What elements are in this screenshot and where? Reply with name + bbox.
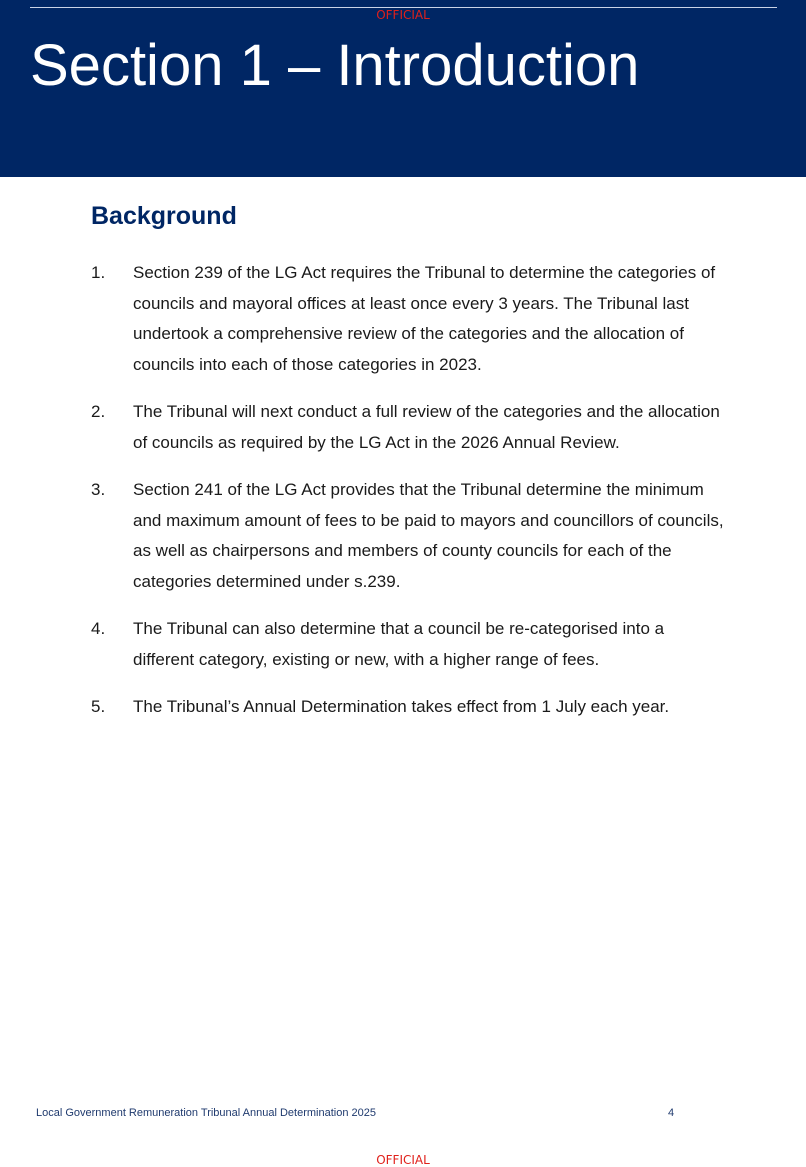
paragraph-number: 4.: [91, 619, 106, 638]
paragraph-number: 5.: [91, 697, 106, 716]
paragraph-number: 3.: [91, 480, 106, 499]
list-item: [91, 692, 726, 723]
paragraph-text: Section 239 of the LG Act requires the Tribunal to determine the categories of councils and mayoral offices at least once every 3 years. The Tribunal last undertook a comprehensive review of the categories and the allocation of councils into each of those categories in 2023.: [133, 263, 716, 374]
classification-marking-bottom: OFFICIAL: [376, 1153, 430, 1167]
paragraph-text: Section 241 of the LG Act provides that the Tribunal determine the minimum and maximum amount of fees to be paid to mayors and councillors of councils, as well as chairpersons and members of county councils for each of the categories determined under s.239.: [133, 480, 724, 591]
paragraph-text: The Tribunal can also determine that a council be re-categorised into a different category, existing or new, with a higher range of fees.: [133, 619, 665, 669]
header-banner: [0, 0, 806, 177]
list-item: [91, 397, 726, 458]
list-item: [91, 475, 726, 597]
paragraph-number: 1.: [91, 263, 106, 282]
paragraph-number: 2.: [91, 402, 106, 421]
background-heading: Background: [91, 202, 237, 230]
paragraph-text: The Tribunal will next conduct a full review of the categories and the allocation of councils as required by the LG Act in the 2026 Annual Review.: [133, 402, 720, 452]
list-item: [91, 614, 726, 675]
paragraph-text: The Tribunal’s Annual Determination takes effect from 1 July each year.: [133, 697, 670, 716]
section-title: Section 1 – Introduction: [30, 33, 640, 98]
footer-document-title: Local Government Remuneration Tribunal Annual Determination 2025: [36, 1107, 376, 1119]
footer-page-number: 4: [668, 1107, 675, 1119]
paragraph-list: [91, 258, 726, 740]
list-item: [91, 258, 726, 380]
classification-marking-top: OFFICIAL: [376, 8, 430, 22]
